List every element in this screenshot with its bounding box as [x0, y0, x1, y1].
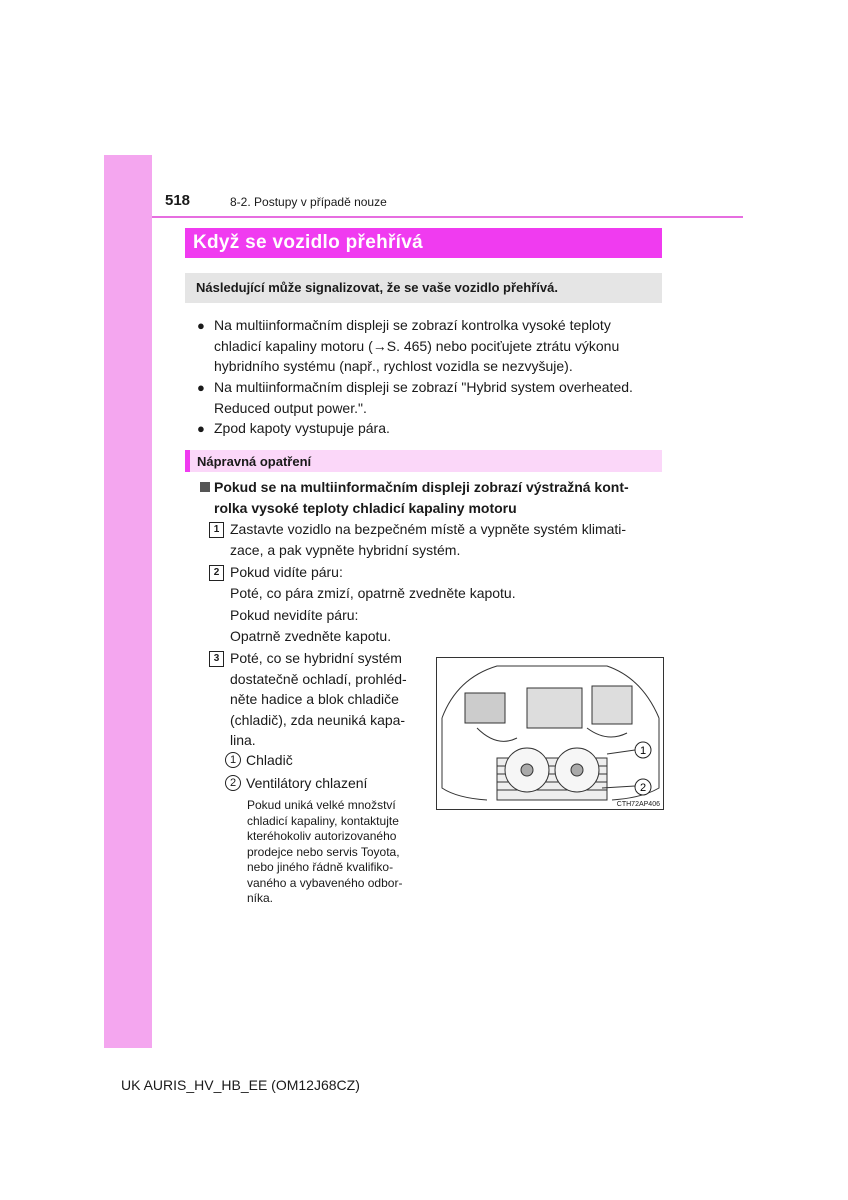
step-1-line-2: zace, a pak vypněte hybridní systém. — [230, 541, 461, 558]
step-2-text-b — [230, 605, 658, 646]
engine-bay-drawing — [437, 658, 663, 809]
note-line-2: chladicí kapaliny, kontaktujte — [247, 813, 399, 828]
step-3-line-4: (chladič), zda neuniká kapa- — [230, 711, 406, 728]
note-line-1: Pokud uniká velké množství — [247, 798, 396, 812]
part-2-label: Ventilátory chlazení — [246, 775, 368, 791]
step-3-line-5: lina. — [230, 732, 256, 748]
header-rule — [152, 216, 743, 218]
step-1-number: 1 — [209, 522, 224, 538]
step-3-line-1: Poté, co se hybridní systém — [230, 650, 402, 666]
signs-bullet-1 — [214, 315, 658, 377]
signs-bullet-3 — [214, 418, 658, 439]
chapter-heading: 8-2. Postupy v případě nouze — [230, 195, 387, 209]
step-2-line-1: Pokud vidíte páru: — [230, 564, 343, 580]
step-3-line-2: dostatečně ochladí, prohléd- — [230, 670, 407, 687]
bullet-1-line-3: hybridního systému (např., rychlost vozidla se nezvyšuje). — [214, 358, 573, 374]
bullet-icon: ● — [197, 318, 205, 333]
illustration-callout-1: 1 — [639, 745, 647, 757]
signs-heading: Následující může signalizovat, že se vaše vozidlo přehřívá. — [196, 280, 558, 295]
page-number: 518 — [165, 192, 191, 209]
signs-heading-box — [185, 273, 662, 303]
bullet-icon: ● — [197, 421, 205, 436]
step-3-text — [230, 648, 428, 751]
step-3-line-3: něte hadice a blok chladiče — [230, 691, 399, 707]
step-2-line-4: Opatrně zvedněte kapotu. — [230, 627, 392, 644]
part-1-marker: 1 — [225, 752, 241, 768]
square-bullet-icon — [200, 482, 210, 492]
case-title — [214, 477, 658, 518]
bullet-2-line-2: Reduced output power.". — [214, 399, 367, 416]
note-line-5: nebo jiného řádně kvalifiko- — [247, 860, 394, 874]
page-title-bar — [185, 228, 662, 258]
case-title-line-2: rolka vysoké teploty chladicí kapaliny motoru — [214, 499, 517, 516]
step-2-line-3: Pokud nevidíte páru: — [230, 607, 359, 623]
part-1-label: Chladič — [246, 752, 293, 768]
section-side-tab — [104, 155, 152, 1048]
page-title: Když se vozidlo přehřívá — [193, 232, 423, 253]
step-1-text — [230, 519, 658, 560]
remedy-heading: Nápravná opatření — [197, 454, 312, 469]
note-line-6: vaného a vybaveného odbor- — [247, 875, 403, 890]
step-1-line-1: Zastavte vozidlo na bezpečném místě a vypněte systém klimati- — [230, 521, 627, 537]
case-title-line-1: Pokud se na multiinformačním displeji zobrazí výstražná kont- — [214, 479, 629, 495]
step-2-text-a — [230, 562, 658, 603]
remedy-heading-accent — [185, 450, 190, 472]
bullet-2-line-1: Na multiinformačním displeji se zobrazí "Hybrid system overheated. — [214, 379, 633, 395]
bullet-icon: ● — [197, 380, 205, 395]
part-2-marker: 2 — [225, 775, 241, 791]
illustration-callout-2: 2 — [639, 782, 647, 794]
footer-model-code: UK AURIS_HV_HB_EE (OM12J68CZ) — [121, 1077, 360, 1093]
note-line-7: níka. — [247, 891, 274, 905]
bullet-3-line-1: Zpod kapoty vystupuje pára. — [214, 420, 390, 436]
bullet-1-line-2: chladicí kapaliny motoru (→S. 465) nebo pociťujete ztrátu výkonu — [214, 337, 620, 354]
illustration-code: CTH72AP406 — [616, 801, 660, 808]
remedy-heading-box — [185, 450, 662, 472]
engine-bay-illustration — [436, 657, 664, 810]
step-2-number: 2 — [209, 565, 224, 581]
coolant-leak-note — [247, 798, 424, 907]
signs-bullet-2 — [214, 377, 658, 418]
step-2-line-2: Poté, co pára zmizí, opatrně zvedněte kapotu. — [230, 584, 516, 601]
step-3-number: 3 — [209, 651, 224, 667]
note-line-4: prodejce nebo servis Toyota, — [247, 844, 400, 859]
note-line-3: kteréhokoliv autorizovaného — [247, 829, 397, 843]
bullet-1-line-1: Na multiinformačním displeji se zobrazí kontrolka vysoké teploty — [214, 317, 611, 333]
